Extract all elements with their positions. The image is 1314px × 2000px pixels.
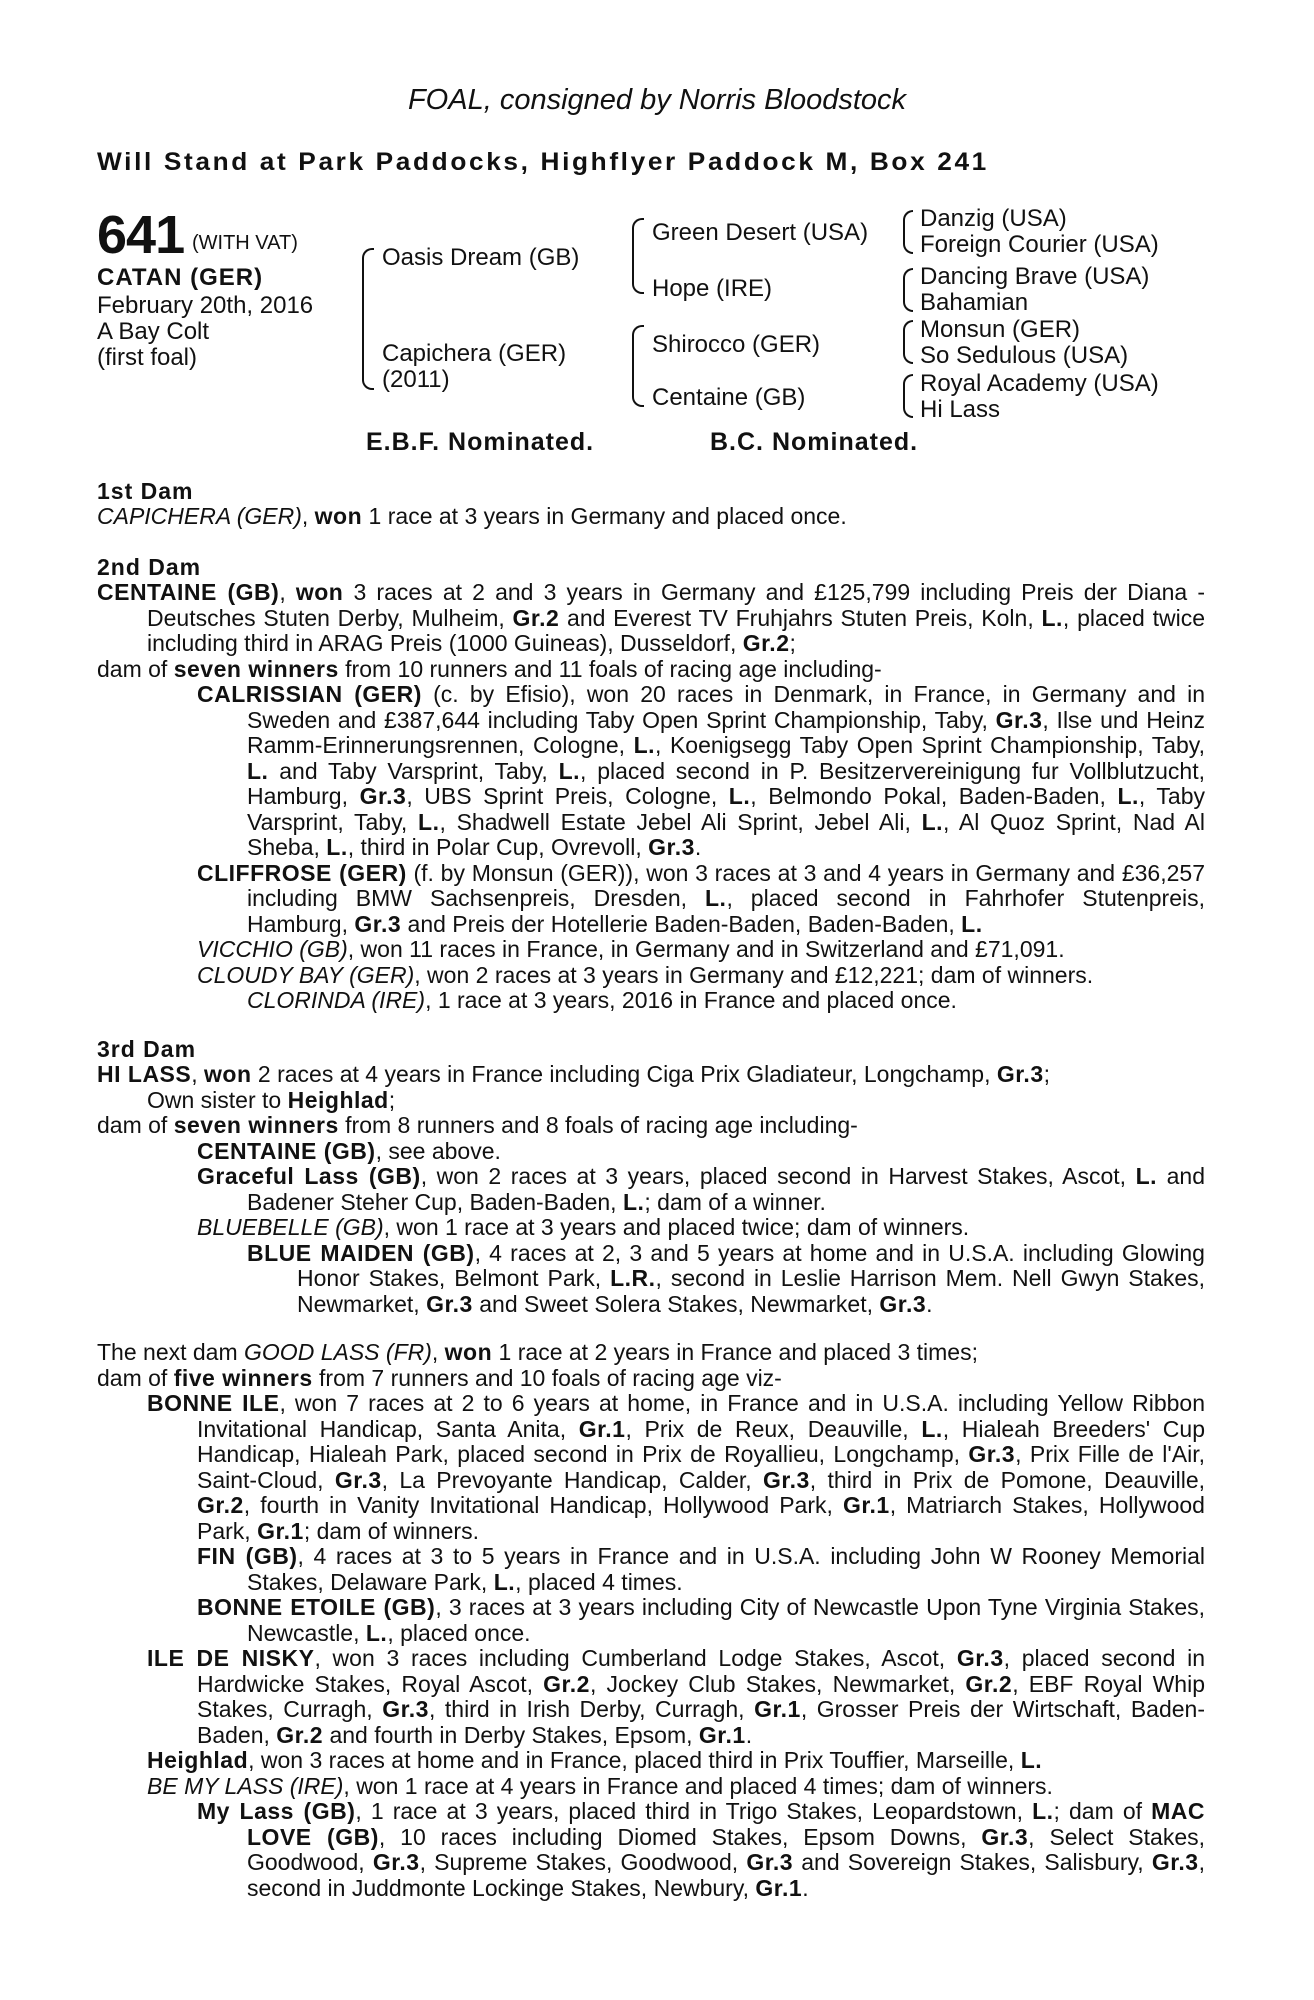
bonne-etoile-entry: BONNE ETOILE (GB), 3 races at 3 years including City of Newcastle Upon Tyne Virginia Stakes, Newcastle, L., placed once. — [197, 1594, 1205, 1646]
calrissian-entry: CALRISSIAN (GER) (c. by Efisio), won 20 races in Denmark, in France, in Germany and in Sweden and £387,644 including Taby Open Sprint Championship, Taby, Gr.3, Ilse und Heinz Ramm-Erinnerungsrennen, Cologne, L., Koenigsegg Taby Open Sprint Championship, Taby, L. and Taby Varsprint, Taby, L., placed second in P. Besitzervereinigung fur Vollblutzucht, Hamburg, Gr.3, UBS Sprint Preis, Cologne, L., Belmondo Pokal, Baden-Baden, L., Taby Varsprint, Taby, L., Shadwell Estate Jebel Ali Sprint, Jebel Ali, L., Al Quoz Sprint, Nad Al Sheba, L., third in Polar Cup, Ovrevoll, Gr.3. — [197, 681, 1206, 860]
brace-sd — [903, 268, 913, 312]
won-label: won — [314, 503, 363, 529]
won-label: won — [295, 579, 344, 605]
next-dam-produce: dam of five winners from 7 runners and 10 foals of racing age viz- — [97, 1364, 782, 1391]
be-my-lass-entry: BE MY LASS (IRE), won 1 race at 4 years in France and placed 4 times; dam of winners. — [147, 1772, 1053, 1799]
sds: Dancing Brave (USA) — [920, 263, 1150, 290]
horse-description: A Bay Colt — [97, 318, 210, 345]
third-dam-section — [97, 1036, 1205, 1317]
fin-entry: FIN (GB), 4 races at 3 to 5 years in France and in U.S.A. including John W Rooney Memorial Stakes, Delaware Park, L., placed 4 times. — [197, 1543, 1205, 1595]
second-dam-section — [97, 554, 1205, 1014]
stand-location: Will Stand at Park Paddocks, Highflyer Paddock M, Box 241 — [97, 148, 989, 176]
third-dam-produce: dam of seven winners from 8 runners and 8 foals of racing age including- — [97, 1112, 858, 1138]
cloudy-bay-entry: CLOUDY BAY (GER), won 2 races at 3 years in Germany and £12,221; dam of winners. — [197, 961, 1094, 988]
foaling-date: February 20th, 2016 — [97, 292, 314, 319]
ile-de-nisky-entry: ILE DE NISKY, won 3 races including Cumberland Lodge Stakes, Ascot, Gr.3, placed second in Hardwicke Stakes, Royal Ascot, Gr.2, Jockey Club Stakes, Newmarket, Gr.2, EBF Royal Whip Stakes, Curragh, Gr.3, third in Irish Derby, Curragh, Gr.1, Grosser Preis der Wirtschaft, Baden-Baden, Gr.2 and fourth in Derby Stakes, Epsom, Gr.1. — [147, 1645, 1205, 1748]
graceful-lass-entry: Graceful Lass (GB), won 2 races at 3 years, placed second in Harvest Stakes, Ascot, L. and Badener Steher Cup, Baden-Baden, L.; dam of a winner. — [197, 1163, 1206, 1215]
first-dam-section: 1st Dam CAPICHERA (GER), won 1 race at 3 years in Germany and placed once. — [97, 478, 1205, 530]
sire-sire: Green Desert (USA) — [652, 219, 869, 246]
first-dam-name: CAPICHERA (GER) — [97, 503, 302, 529]
brace-dd — [903, 374, 913, 418]
sdd: Bahamian — [920, 289, 1029, 316]
page-header: FOAL, consigned by Norris Bloodstock — [407, 84, 907, 116]
dam-brace — [632, 325, 644, 407]
cliffrose-entry: CLIFFROSE (GER) (f. by Monsun (GER)), won 3 races at 3 and 4 years in Germany and £36,257 including BMW Sachsenpreis, Dresden, L., placed second in Fahrhofer Stutenpreis, Hamburg, Gr.3 and Preis der Hotellerie Baden-Baden, Baden-Baden, L. — [197, 859, 1206, 937]
first-dam-heading: 1st Dam — [97, 478, 194, 504]
sire-brace — [632, 218, 644, 294]
heighlad-entry: Heighlad, won 3 races at home and in France, placed third in Prix Touffier, Marseille, L. — [147, 1747, 1043, 1773]
sss: Danzig (USA) — [920, 205, 1067, 232]
vat-note: (WITH VAT) — [192, 232, 298, 254]
dam-year: (2011) — [382, 366, 450, 393]
dsd: So Sedulous (USA) — [920, 342, 1129, 369]
sire-dam: Hope (IRE) — [652, 275, 773, 302]
sire: Oasis Dream (GB) — [382, 244, 580, 271]
clorinda-entry: CLORINDA (IRE), 1 race at 3 years, 2016 in France and placed once. — [247, 987, 957, 1013]
second-dam-produce: dam of seven winners from 10 runners and 11 foals of racing age including- — [97, 655, 882, 682]
bluebelle-entry: BLUEBELLE (GB), won 1 race at 3 years and placed twice; dam of winners. — [197, 1214, 970, 1240]
first-dam-text: 1 race at 3 years in Germany and placed once. — [362, 503, 847, 529]
bc-nominated: B.C. Nominated. — [710, 428, 919, 456]
blue-maiden-entry: BLUE MAIDEN (GB), 4 races at 2, 3 and 5 years at home and in U.S.A. including Glowing Honor Stakes, Belmont Park, L.R., second in Leslie Harrison Mem. Nell Gwyn Stakes, Newmarket, Gr.3 and Sweet Solera Stakes, Newmarket, Gr.3. — [247, 1239, 1205, 1317]
third-dam-heading: 3rd Dam — [97, 1036, 197, 1062]
centaine-entry: CENTAINE (GB), see above. — [197, 1137, 501, 1164]
bonne-ile-entry: BONNE ILE, won 7 races at 2 to 6 years at home, in France and in U.S.A. including Yellow Ribbon Invitational Handicap, Santa Anita, Gr.1, Prix de Reux, Deauville, L., Hialeah Breeders' Cup Handicap, Hialeah Park, placed second in Prix de Royallieu, Longchamp, Gr.3, Prix Fille de l'Air, Saint-Cloud, Gr.3, La Prevoyante Handicap, Calder, Gr.3, third in Prix de Pomone, Deauville, Gr.2, fourth in Vanity Invitational Handicap, Hollywood Park, Gr.1, Matriarch Stakes, Hollywood Park, Gr.1; dam of winners. — [147, 1390, 1206, 1544]
my-lass-entry: My Lass (GB), 1 race at 3 years, placed third in Trigo Stakes, Leopardstown, L.; dam of MAC LOVE (GB), 10 races including Diomed Stakes, Epsom Downs, Gr.3, Select Stakes, Goodwood, Gr.3, Supreme Stakes, Goodwood, Gr.3 and Sovereign Stakes, Salisbury, Gr.3, second in Juddmonte Lockinge Stakes, Newbury, Gr.1. — [197, 1798, 1205, 1901]
third-dam-record: HI LASS, won 2 races at 4 years in France including Ciga Prix Gladiateur, Longchamp, Gr.3; Own sister to Heighlad; — [97, 1061, 1051, 1113]
brace-ss — [903, 210, 913, 254]
dam: Capichera (GER) — [382, 340, 567, 367]
horse-name: CATAN (GER) — [97, 264, 264, 291]
foal-note: (first foal) — [97, 344, 198, 371]
ssd: Foreign Courier (USA) — [920, 231, 1159, 258]
second-dam-record: CENTAINE (GB), won 3 races at 2 and 3 years in Germany and £125,799 including Preis der Diana - Deutsches Stuten Derby, Mulheim, Gr.2 and Everest TV Fruhjahrs Stuten Preis, Koln, L., placed twice including third in ARAG Preis (1000 Guineas), Dusseldorf, Gr.2; — [97, 579, 1206, 656]
ebf-nominated: E.B.F. Nominated. — [366, 428, 595, 456]
second-dam-heading: 2nd Dam — [97, 554, 202, 580]
dds: Royal Academy (USA) — [920, 370, 1159, 397]
next-dam-record: The next dam GOOD LASS (FR), won 1 race at 2 years in France and placed 3 times; — [97, 1339, 978, 1365]
ddd: Hi Lass — [920, 396, 1001, 423]
brace-ds — [903, 320, 913, 364]
lot-number: 641 — [97, 205, 185, 265]
vicchio-entry: VICCHIO (GB), won 11 races in France, in Germany and in Switzerland and £71,091. — [197, 936, 1065, 962]
dam-sire: Shirocco (GER) — [652, 331, 821, 358]
next-dam-section — [97, 1340, 1205, 1901]
dss: Monsun (GER) — [920, 316, 1081, 343]
dam-dam: Centaine (GB) — [652, 384, 806, 411]
second-dam-name: CENTAINE (GB) — [97, 579, 280, 605]
sire-dam-brace — [362, 248, 374, 390]
